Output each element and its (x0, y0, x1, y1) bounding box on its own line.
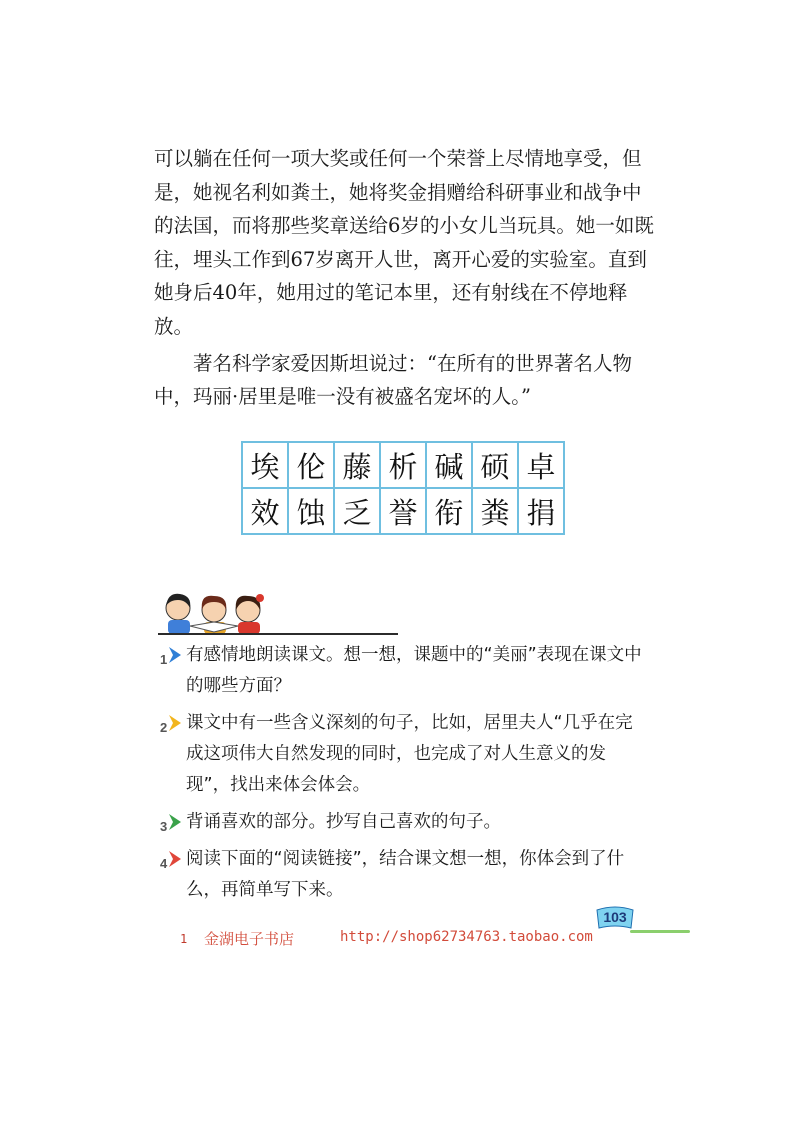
footer-mark: 1 (180, 932, 188, 946)
character-cell: 硕 (472, 442, 518, 488)
character-cell: 乏 (334, 488, 380, 534)
character-cell: 衔 (426, 488, 472, 534)
character-cell: 埃 (242, 442, 288, 488)
character-cell: 碱 (426, 442, 472, 488)
section-divider (158, 633, 398, 635)
character-cell: 捐 (518, 488, 564, 534)
exercise-text: 课文中有一些含义深刻的句子，比如，居里夫人“几乎在完成这项伟大自然发现的同时，也完成了对人生意义的发现”，找出来体会体会。 (186, 713, 633, 795)
arrow-marker-icon: 3 (160, 811, 184, 833)
exercise-item (160, 807, 650, 838)
new-characters-table (241, 441, 565, 535)
character-cell: 伦 (288, 442, 334, 488)
character-cell: 誉 (380, 488, 426, 534)
exercise-item (160, 640, 650, 702)
arrow-marker-icon: 4 (160, 848, 184, 870)
character-cell: 析 (380, 442, 426, 488)
characters-row-1 (242, 442, 564, 488)
exercise-item (160, 844, 650, 906)
characters-row-2 (242, 488, 564, 534)
character-cell: 卓 (518, 442, 564, 488)
paragraph: 可以躺在任何一项大奖或任何一个荣誉上尽情地享受，但是，她视名利如粪土，她将奖金捐赠给科研事业和战争中的法国，而将那些奖章送给6岁的小女儿当玩具。她一如既往，埋头工作到67岁离开人世，离开心爱的实验室。直到她身后40年，她用过的笔记本里，还有射线在不停地释放。 (154, 147, 654, 338)
character-cell: 藤 (334, 442, 380, 488)
character-cell: 蚀 (288, 488, 334, 534)
children-reading-icon (156, 588, 276, 638)
character-cell: 效 (242, 488, 288, 534)
footer-watermark (180, 928, 680, 958)
character-cell: 粪 (472, 488, 518, 534)
exercise-text: 有感情地朗读课文。想一想，课题中的“美丽”表现在课文中的哪些方面？ (186, 645, 642, 696)
arrow-marker-icon: 2 (160, 712, 184, 734)
lesson-text (154, 142, 654, 414)
paragraph: 著名科学家爱因斯坦说过：“在所有的世界著名人物中，玛丽·居里是唯一没有被盛名宠坏的人。” (154, 351, 632, 409)
exercise-item (160, 708, 650, 801)
exercise-text: 阅读下面的“阅读链接”，结合课文想一想，你体会到了什么，再简单写下来。 (186, 849, 625, 900)
page-number: 103 (603, 909, 627, 925)
exercise-text: 背诵喜欢的部分。抄写自己喜欢的句子。 (186, 812, 501, 832)
store-name: 金湖电子书店 (204, 930, 295, 948)
arrow-marker-icon: 1 (160, 644, 184, 666)
store-url: http://shop62734763.taobao.com (340, 929, 593, 945)
exercise-list (160, 640, 650, 912)
